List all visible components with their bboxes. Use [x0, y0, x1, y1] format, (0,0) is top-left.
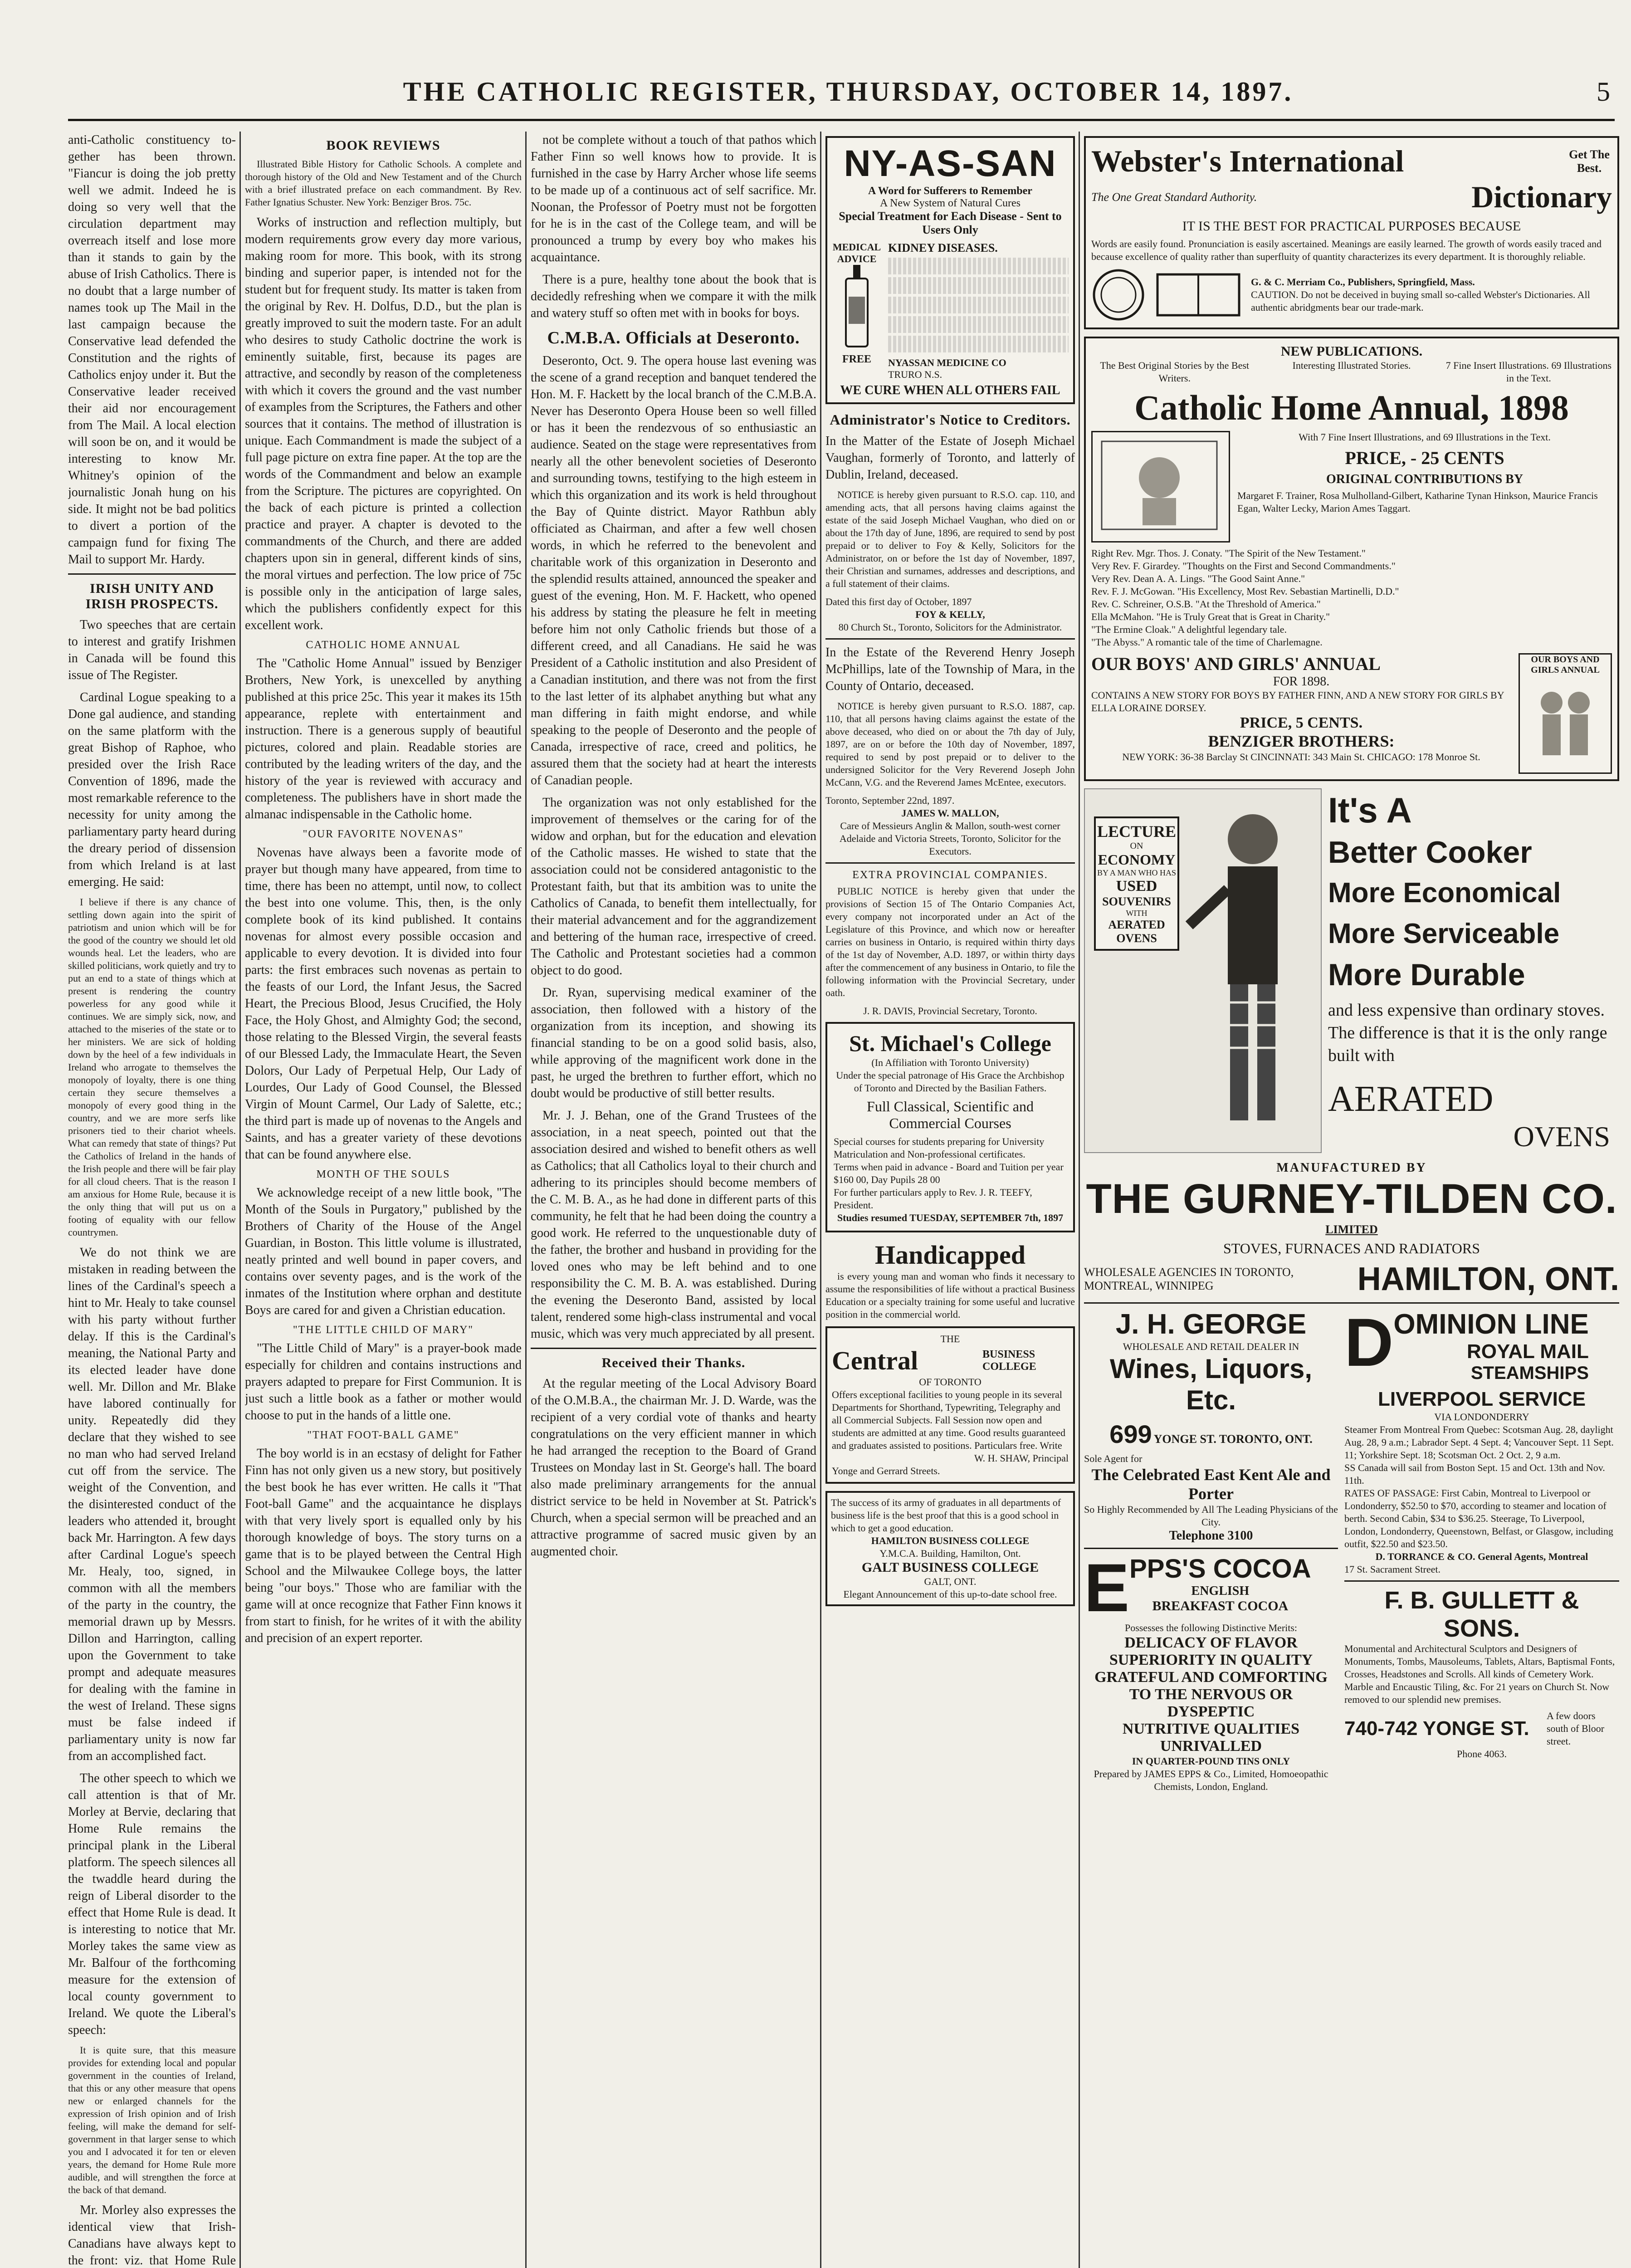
- ad-text: RATES OF PASSAGE: First Cabin, Montreal to Liverpool or Londonderry, $52.50 to $70, according to steamer and location of berth. Second Cabin, $34 to $36.25. Steerage, To Liverpool, London, Londonderry, Queenstown, Belfast, or Glasgow, including outfit, $22.50 and $23.50.: [1344, 1487, 1613, 1549]
- ad-title: Webster's International: [1091, 144, 1404, 178]
- ad-headline: It's A: [1328, 790, 1412, 830]
- divider: [1344, 1580, 1619, 1582]
- ad-title: GALT BUSINESS COLLEGE: [861, 1560, 1039, 1575]
- ad-side-label: ADVICE: [837, 253, 877, 264]
- paragraph: Deseronto, Oct. 9. The opera house last evening was the scene of a grand reception and banquet tendered the Hon. M. F. Hackett by the local branch of the C.M.B.A. Never has Deseronto Opera House been so well filled or has it been the rendezvous of so enthusiastic an audience. Seated on the stage were representatives from nearly all the other benevolent societies of Deseronto and surrounding towns, testifying to the high esteem in which this organization and its work is held throughout the Bay of Quinte district. Mayor Rathbun ably officiated as Chairman, and after a few well chosen words, in which he referred to the benevolent and charitable work of this organization in Deseronto and the splendid results attained, announced the speaker and guest of the evening, Hon. M. F. Hackett, who opened his address by stating the pleasure he felt in meeting before him not only Catholic friends but those of a different creed, and all Canadians. He said he was President of a Catholic institution and also President of a Canadian institution, and there was not from the first to the last letter of its alphabet anything but what any man differing in faith might endorse, and while speaking to the people of Deseronto and the people of Canada, irrespective of race, creed and politics, he assured them that the society had at heart the interests of Canadian people.: [531, 354, 816, 787]
- ad-brand: NY-AS-SAN: [844, 143, 1057, 184]
- ad-text: Offers exceptional facilities to young people in its several Departments for Shorthand, Typewriting, Telegraphy and all Commercial Subjects. Fall Session now open and students are admitted at any time. Good results guaranteed and graduates assisted to positions. Particulars free. Write: [832, 1389, 1066, 1451]
- paragraph: The boy world is in an ecstasy of delight for Father Finn has not only given us a new story, but positively the best book he has ever written. He calls it "That Foot-ball Game" and the acquaintance he displays with that very lively sport is equalled only by his thorough knowledge of boys. The story turns on a game that is to be played between the Central High School and the Milwaukee College boys, the latter being "our boys." Those who are familiar with the game will at once recognize that Father Finn knows it from start to finish, for he writes of it with the ability and precision of an expert reporter.: [245, 1447, 522, 1645]
- text-filler: [888, 277, 1069, 294]
- ad-city: TRURO N.S.: [888, 369, 942, 380]
- divider: [825, 638, 1075, 640]
- ad-title: J. H. GEORGE: [1115, 1309, 1307, 1340]
- ad-text: IT IS THE BEST FOR PRACTICAL PURPOSES BECAUSE: [1182, 219, 1521, 234]
- ad-address: 740-742 YONGE ST.: [1344, 1717, 1529, 1740]
- ad-sub: BUSINESS COLLEGE: [982, 1348, 1036, 1373]
- notice-lead: In the Matter of the Estate of Joseph Michael Vaughan, formerly of Toronto, and latterly of Dublin, Ireland, deceased.: [825, 434, 1075, 482]
- ad-text: The Celebrated East Kent Ale and Porter: [1091, 1466, 1331, 1503]
- masthead: [68, 68, 1628, 118]
- ad-courses: Full Classical, Scientific and Commercial Courses: [867, 1098, 1034, 1131]
- ad-text: WHOLESALE AGENCIES IN TORONTO, MONTREAL, WINNIPEG: [1084, 1266, 1294, 1292]
- notice-heading: EXTRA PROVINCIAL COMPANIES.: [852, 869, 1048, 881]
- column-5: [1084, 132, 1619, 2268]
- subheading: "THE LITTLE CHILD OF MARY": [293, 1324, 474, 1336]
- ad-tag: The One Great Standard Authority.: [1091, 190, 1257, 204]
- ad-title: STEAMSHIPS: [1470, 1363, 1589, 1383]
- quote: I believe if there is any chance of settling down again into the spirit of patriotism and union which will be for the good of the country we should let old wounds heal. Let the leaders, who are skilled politicians, work quietly and try to put an end to a state of things which at present is rendering the country powerless for any good while it continues. We are simply sick, now, and attached to the miseries of the state or to her ministers. We are sick of holding down by the heel of a few individuals in Ireland who arrogate to themselves the monopoly of loyalty, there is one thing certain they secure themselves a monopoly of every good thing in the country, and we are more serfs like prisoners tied to their chariot wheels. What can remedy that state of things? Put the Catholics of Ireland in the hands of the Irish people and there will be fair play for all cloud cheers. That is the reason I am anxious for Home Rule, because it is the only thing that will put us on a footing of equality with our fellow countrymen.: [68, 896, 236, 1238]
- subheading: CATHOLIC HOME ANNUAL: [306, 639, 461, 651]
- section-heading: BOOK REVIEWS: [326, 138, 440, 153]
- paragraph: Mr. Morley also expresses the identical view that Irish-Canadians have always kept to the front: viz. that Home Rule: [68, 2203, 236, 2268]
- ad-side-label: MEDICAL: [832, 241, 881, 253]
- ad-text: ENGLISH: [1191, 1584, 1250, 1598]
- ad-text: NEW PUBLICATIONS.: [1280, 344, 1423, 359]
- text-filler: [888, 316, 1069, 333]
- sign-text: ECONOMY: [1098, 851, 1176, 868]
- ad-text: W. H. SHAW, Principal: [974, 1452, 1069, 1464]
- ad-title: St. Michael's College: [849, 1031, 1051, 1056]
- ad-headline: Better Cooker: [1328, 835, 1532, 870]
- notice-body: PUBLIC NOTICE is hereby given that under the provisions of Section 15 of The Ontario Companies Act, every company not incorporated under an Act of the Legislature of this Province, and which now or hereafter carries on business in Ontario, is required within thirty days of the 1st day of November, A.D. 1897, or within thirty days after the commencement of any business in Ontario, to file the following information with the Provincial Secretary, under oath.: [825, 885, 1075, 998]
- children-illustration-icon: [1524, 675, 1606, 766]
- ad-text: With 7 Fine Insert Illustrations, and 69 Illustrations in the Text.: [1299, 431, 1551, 443]
- ad-merit: SUPERIORITY IN QUALITY: [1109, 1652, 1313, 1668]
- ad-merit: DELICACY OF FLAVOR: [1124, 1634, 1298, 1651]
- ad-text: Sole Agent for: [1084, 1453, 1143, 1464]
- divider: [825, 862, 1075, 864]
- ad-price: PRICE, 5 CENTS.: [1240, 714, 1363, 731]
- ad-text: BREAKFAST COCOA: [1152, 1598, 1289, 1613]
- lecturer-figure-icon: [1185, 807, 1312, 1143]
- ad-title: ROYAL MAIL: [1466, 1340, 1589, 1363]
- ad-phone: Phone 4063.: [1457, 1748, 1507, 1760]
- ad-text: Interesting Illustrated Stories.: [1292, 360, 1411, 371]
- ad-text: Terms when paid in advance - Board and Tuition per year $160 00, Day Pupils 28 00: [834, 1161, 1064, 1185]
- ad-text: Yonge and Gerrard Streets.: [832, 1465, 940, 1476]
- ad-slogan: WE CURE WHEN ALL OTHERS FAIL: [840, 383, 1060, 397]
- divider: [1084, 1548, 1338, 1549]
- ad-text: Telephone 3100: [1169, 1529, 1253, 1543]
- text-filler: [888, 336, 1069, 352]
- ad-text: Ella McMahon. "He is Truly Great that is Great in Charity.": [1091, 611, 1330, 622]
- epps-ad: [1084, 1549, 1338, 1626]
- ad-heading: LIVERPOOL SERVICE: [1377, 1388, 1586, 1410]
- column-2: [245, 132, 522, 2268]
- ad-heading: KIDNEY DISEASES.: [888, 241, 998, 254]
- ad-text: For further particulars apply to Rev. J. R. TEEFY, President.: [834, 1187, 1032, 1211]
- ad-side: Get The Best.: [1569, 147, 1610, 175]
- ad-title: PPS'S COCOA: [1129, 1554, 1311, 1584]
- notice-date: Dated this first day of October, 1897: [825, 596, 972, 607]
- notice-body: NOTICE is hereby given pursuant to R.S.O. 1887, cap. 110, that all persons having claims against the estate of the above deceased, who died on or about the 7th day of July, 1897, are on or before the 10th day of November, 1897, required to send by post prepaid or to deliver to the undersigned Solicitor for the Very Reverend Joseph John McCann, V.G. and the Reverend James McEntee, executors.: [825, 700, 1075, 788]
- article-heading: C.M.B.A. Officials at Deseronto.: [547, 328, 800, 347]
- ad-text: Rev. F. J. McGowan. "His Excellency, Most Rev. Sebastian Martinelli, D.D.": [1091, 586, 1399, 597]
- column-rule: [1079, 132, 1080, 2268]
- paragraph: Mr. J. J. Behan, one of the Grand Trustees of the association, in a neat speech, pointed out that the association desired and wished to benefit others as well as Catholics; that all Catholics loyal to their church and adhering to its principles should become members of the C. M. B. A., as he had done in different parts of this community, he felt that he had been doing the country a good work. He referred to the unquestionable duty of the father, the brother and husband in providing for the loved ones who may be left behind and to one responsibility the C. M. B. A. was established. During the evening the Deseronto Band, assisted by local talent, rendered some high-class instrumental and vocal music, which was very much appreciated by all present.: [531, 1109, 816, 1341]
- ad-text: ORIGINAL CONTRIBUTIONS BY: [1326, 472, 1524, 486]
- ad-text: Prepared by JAMES EPPS & Co., Limited, Homoeopathic Chemists, London, England.: [1094, 1768, 1328, 1792]
- ad-company: BENZIGER BROTHERS:: [1208, 732, 1395, 750]
- gurney-ad: [1084, 788, 1619, 1154]
- divider: [1084, 1302, 1619, 1304]
- ad-text: OF TORONTO: [919, 1376, 982, 1388]
- ad-text: So Highly Recommended by All The Leading Physicians of the City.: [1084, 1504, 1338, 1528]
- ad-text: Studies resumed TUESDAY, SEPTEMBER 7th, 1897: [837, 1212, 1064, 1223]
- ad-headline: Wines, Liquors, Etc.: [1109, 1354, 1313, 1415]
- sign-text: LECTURE: [1097, 822, 1177, 841]
- article-heading: IRISH UNITY AND IRISH PROSPECTS.: [85, 581, 219, 611]
- ad-text: The success of its army of graduates in all departments of business life is the best proof that this is a good school in which to get a good education.: [831, 1497, 1061, 1534]
- paragraph: We do not think we are mistaken in reading between the lines of the Cardinal's speech a hint to Mr. Healy to take counsel with his party without further delay. If this is the Cardinal's meaning, the National Party and its elected leader have done well. Mr. Dillon and Mr. Blake have labored continually for unity. Repeatedly did they declare that they wished to see no man who had served Ireland cut off from the service. The weight of the Convention, and the disinterested conduct of the leaders who attended it, brought back Mr. Harrington. A few days after Cardinal Logue's speech Mr. Healy, too, signed, in common with all the members of the party in the country, the memorial drawn up by Messrs. Dillon and Harrington, calling upon the Government to take prompt and adequate measures for dealing with the famine in the west of Ireland. These signs must be false indeed if parliamentary unity is now far from an accomplished fact.: [68, 1246, 236, 1763]
- sign-text: OVENS: [1116, 932, 1157, 945]
- ad-title: OUR BOYS' AND GIRLS' ANNUAL: [1091, 654, 1381, 674]
- ad-title: OMINION LINE: [1393, 1309, 1589, 1340]
- divider: [531, 1348, 816, 1349]
- lecture-sign: [1094, 816, 1179, 951]
- ad-text: VIA LONDONDERRY: [1434, 1411, 1529, 1422]
- ad-text: Possesses the following Distinctive Merits:: [1124, 1622, 1298, 1633]
- ad-text: Words are easily found. Pronunciation is easily ascertained. Meanings are easily learned. The growth of words easily traced and because excellence of quality rather than superfluity of quantity characterizes its every department. It is thoroughly reliable.: [1091, 238, 1602, 262]
- george-ad: [1084, 1308, 1338, 1793]
- paragraph: Illustrated Bible History for Catholic Schools. A complete and thorough history of the Old and New Testament and of the Church with a brief illustrated preface on each commandment. By Rev. Father Ignatius Schuster. New York: Benziger Bros. 75c.: [245, 158, 522, 208]
- cover-illustration-icon: [1093, 432, 1226, 538]
- paragraph: There is a pure, healthy tone about the book that is decidedly refreshing when we compare it with the milk and watery stuff so often met with in books for boys.: [531, 273, 816, 320]
- st-michaels-ad: [825, 1022, 1075, 1232]
- ad-text: MANUFACTURED BY: [1276, 1161, 1427, 1175]
- galt-college-ad: [825, 1491, 1075, 1606]
- ad-tagline: Special Treatment for Each Disease - Sent to Users Only: [839, 210, 1062, 236]
- page-number: 5: [1597, 77, 1610, 107]
- ad-sub: (In Affiliation with Toronto University): [871, 1057, 1029, 1068]
- notice-date: Toronto, September 22nd, 1897.: [825, 795, 955, 806]
- ad-initial: D: [1344, 1304, 1394, 1380]
- ad-text: IN QUARTER-POUND TINS ONLY: [1132, 1755, 1290, 1767]
- subheading: MONTH OF THE SOULS: [316, 1168, 450, 1180]
- ad-title: Dictionary: [1471, 180, 1612, 214]
- ad-merit: TO THE NERVOUS OR: [1129, 1686, 1293, 1703]
- paragraph: Two speeches that are certain to interest and gratify Irishmen in Canada will be found this issue of The Register.: [68, 618, 236, 682]
- dominion-line-ad: [1344, 1304, 1619, 1793]
- paragraph: Dr. Ryan, supervising medical examiner of the association, then followed with a history of the organization from its inception, and showing its financial standing to be on a good solid basis, also, while approving of the magnificent work done in the past, he urged the brethren to further effort, which no doubt would be productive of still better results.: [531, 986, 816, 1100]
- lecture-illustration: [1084, 788, 1322, 1153]
- ad-text: Special courses for students preparing for University Matriculation and Non-professional certificates.: [834, 1136, 1045, 1160]
- ad-text: Steamer From Montreal From Quebec: Scotsman Aug. 28, daylight Aug. 28, 9 a.m.; Labrador Sept. 4 Sept. 4; Vancouver Sept. 11 Sept. 11; Yorkshire Sept. 18; Scotsman Oct. 2 Oct. 2, 9 a.m.: [1344, 1424, 1614, 1461]
- article-fragment: anti-Catholic constituency to-gether has been thrown. "Fiancur is doing the job pretty well we admit. Indeed he is doing so very well that the circulation department may overreach itself and lose more than it stands to gain by the abuse of Irish Catholics. There is no doubt that a large number of names took up The Mail in the last campaign because the Conservative lead defended the Constitution and the rights of Catholics enjoy under it. But the Conservative leader received their aid nor encouragement from The Mail. A local election will soon be on, and it would be interesting to know Mr. Whitney's opinion of the journalistic Jonah hung on his side. It might not be bad politics to divert a portion of the campaign fund for fixing The Mail to support Mr. Hardy.: [68, 133, 236, 567]
- ad-text: CONTAINS A NEW STORY FOR BOYS BY FATHER FINN, AND A NEW STORY FOR GIRLS BY ELLA LORAINE DORSEY.: [1091, 689, 1504, 714]
- sign-text: BY A MAN WHO HAS: [1097, 868, 1177, 877]
- subheading: "THAT FOOT-BALL GAME": [307, 1429, 459, 1441]
- ad-text: THE: [940, 1333, 960, 1344]
- column-rule: [239, 132, 241, 2268]
- cover-label: OUR BOYS AND GIRLS ANNUAL: [1531, 655, 1600, 675]
- ad-initial: E: [1084, 1549, 1130, 1626]
- seal-icon: [1091, 268, 1146, 322]
- subheading: "OUR FAVORITE NOVENAS": [303, 828, 464, 840]
- ad-text: Rev. C. Schreiner, O.S.B. "At the Threshold of America.": [1091, 598, 1321, 610]
- notice-address: Care of Messieurs Anglin & Mallon, south-west corner Adelaide and Victoria Streets, Toronto, Solicitor for the Executors.: [839, 820, 1061, 857]
- column-rule: [525, 132, 527, 2268]
- ad-side-label: FREE: [842, 353, 871, 365]
- ad-text: G. & C. Merriam Co., Publishers, Springfield, Mass.: [1251, 276, 1475, 288]
- ad-merit: GRATEFUL AND COMFORTING: [1094, 1669, 1328, 1686]
- ad-text: "The Abyss." A romantic tale of the time of Charlemagne.: [1091, 636, 1323, 648]
- notice-signature: J. R. DAVIS, Provincial Secretary, Toronto.: [863, 1005, 1037, 1017]
- paragraph: not be complete without a touch of that pathos which Father Finn so well knows how to provide. It is furnished in the case by Harry Archer whose life seems to be made up of a continuous act of self sacrifice. Mr. Noonan, the Professor of Poetry must not be forgotten for he is in the cast of the College team, and will be pronounced a trump by every boy who makes his acquaintance.: [531, 133, 816, 264]
- ad-text: "The Ermine Cloak." A delightful legendary tale.: [1091, 624, 1287, 635]
- ad-text: GALT, ONT.: [924, 1576, 977, 1587]
- ad-title: AERATED: [1328, 1079, 1494, 1119]
- column-rule: [820, 132, 821, 2268]
- column-4: [825, 132, 1075, 2268]
- paragraph: The "Catholic Home Annual" issued by Benziger Brothers, New York, is unexcelled by anything published at this price 25c. This year it makes its 15th appearance, replete with entertainment and instruction. There is a generous supply of beautiful pictures, colored and plain. Readable stories are contributed by the leading writers of the day, and the history of the year is reviewed with accuracy and completeness. The publishers have in short made the almanac indispensable in the Catholic home.: [245, 656, 522, 821]
- sign-text: ON: [1130, 841, 1143, 851]
- ad-address: YONGE ST. TORONTO, ONT.: [1153, 1432, 1313, 1446]
- ad-text: and less expensive than ordinary stoves. The difference is that it is the only range built with: [1328, 1001, 1607, 1065]
- paragraph: "The Little Child of Mary" is a prayer-book made especially for children and contains instructions and prayers adapted to prepare for First Communion. It is just such a little book as a father or mother would choose to put in the hands of a little one.: [245, 1341, 522, 1422]
- ad-text: 7 Fine Insert Illustrations. 69 Illustrations in the Text.: [1445, 360, 1611, 384]
- ad-text: A few doors south of Bloor street.: [1547, 1710, 1605, 1747]
- ad-headline: More Durable: [1328, 958, 1525, 992]
- masthead-title: THE CATHOLIC REGISTER, THURSDAY, OCTOBER 14, 1897.: [403, 77, 1294, 107]
- ad-text: LIMITED: [1325, 1223, 1378, 1236]
- ad-headline: More Economical: [1328, 877, 1561, 909]
- ad-text: HAMILTON BUSINESS COLLEGE: [871, 1535, 1030, 1546]
- boys-annual-cover: [1519, 653, 1612, 774]
- column-1: [68, 132, 236, 2268]
- ad-address-number: 699: [1109, 1420, 1152, 1448]
- annual-cover-image: [1091, 431, 1230, 543]
- ad-text: WHOLESALE AND RETAIL DEALER IN: [1123, 1341, 1299, 1352]
- paragraph: At the regular meeting of the Local Advisory Board of the O.M.B.A., the chairman Mr. J. D. Warde, was the recipient of a very cordial vote of thanks and hearty congratulations on the very efficient manner in which he had arranged the reception to the Board of Grand Trustees on Monday last in St. George's hall. The board also made preliminary arrangements for the annual district service to be held in November at St. Patrick's Church, when a special sermon will be preached and an attractive programme of sacred music given by an augmented choir.: [531, 1377, 816, 1559]
- paragraph: We acknowledge receipt of a new little book, "The Month of the Souls in Purgatory," published by the Brothers of Charity of the House of the Angel Guardian, in Boston. This little volume is illustrated, neatly printed and well bound in paper covers, and contains over seventy pages, and is the work of the inmates of the Institution where orphan and destitute Boys are cared for and given a Christian education.: [245, 1186, 522, 1317]
- notice-heading: Administrator's Notice to Creditors.: [830, 411, 1071, 428]
- masthead-rule: [68, 119, 1615, 121]
- ad-text: FOR 1898.: [1273, 675, 1330, 689]
- sign-text: SOUVENIRS: [1102, 895, 1171, 908]
- ad-text: NEW YORK: 36-38 Barclay St CINCINNATI: 343 Main St. CHICAGO: 178 Monroe St.: [1122, 751, 1480, 763]
- ad-title: Handicapped: [875, 1240, 1025, 1270]
- article-heading: Received their Thanks.: [601, 1355, 746, 1370]
- ad-text: Monumental and Architectural Sculptors and Designers of Monuments, Tombs, Mausoleums, Tablets, Altars, Baptismal Fonts, Crosses, Headstones and Scrolls. All kinds of Cemetery Work. Marble and Encaustic Tiling, &c. For 21 years on Church St. Now removed to our splendid new premises.: [1344, 1643, 1615, 1705]
- ad-tagline: A New System of Natural Cures: [880, 197, 1021, 209]
- paragraph: Novenas have always been a favorite mode of prayer but though many have appeared, from time to time, there has been no attempt, until now, to collect the best into one volume. This, then, is the only complete book of its kind published. It contains novenas for almost every possible occasion and applicable to every devotion. It is divided into four parts: the first embraces such novenas as pertain to the feasts of our Lord, the Infant Jesus, the Sacred Heart, the Precious Blood, Jesus Crucified, the Holy Face, the Holy Ghost, and Almighty God; the second, those relating to the Blessed Virgin, the several feasts of our Blessed Lady, the Immaculate Heart, the Seven Dolors, Our Lady of Perpetual Help, Our Lady of Lourdes, Our Lady of Good Counsel, the Blessed Virgin of Mount Carmel, Our Lady of Salette, etc.; the third part is made up of novenas to the Angels and Saints, and has a greater variety of these devotions that can be found anywhere else.: [245, 846, 522, 1162]
- paragraph: Works of instruction and reflection multiply, but modern requirements grow every day more various, making room for more. This book, with its strong binding and superior paper, is intended not for the student but for frequent study. Its matter is taken from the original by Rev. H. Dolfus, D.D., but the plan is greatly improved to suit the modern taste. For an adult who desires to study Catholic doctrine the work is eminently suitable, first, because its pages are attractive, and secondly by reason of the completeness with which it covers the ground and the vast number of examples from the Scriptures, the Fathers and other sources that it contains. The method of illustration is unique. Each Commandment is made the subject of a full page picture on extra fine paper. At the top are the words of the Commandment and below an example from the Scripture. The pictures are copyrighted. On the back of each picture is printed a collection practice and prayer. A chapter is devoted to the commandments of the Church, and there are added chapters upon sin in general, different kinds of sins, the moral virtues and perfection. The low price of 75c is possible only in the anticipation of large sales, which the publishers confidently expect for this excellent work.: [245, 215, 522, 632]
- notice-signature: JAMES W. MALLON,: [901, 807, 999, 819]
- catholic-annual-ad: [1084, 337, 1619, 781]
- text-filler: [888, 297, 1069, 313]
- ad-text: Under the special patronage of His Grace the Archbishop of Toronto and Directed by the Basilian Fathers.: [836, 1070, 1065, 1094]
- ad-title: Catholic Home Annual, 1898: [1134, 388, 1569, 427]
- ad-text: The Best Original Stories by the Best Writers.: [1100, 360, 1250, 384]
- ad-text: SS Canada will sail from Boston Sept. 15 and Oct. 13th and Nov. 11th.: [1344, 1462, 1605, 1486]
- ad-city: HAMILTON, ONT.: [1357, 1261, 1619, 1297]
- ad-title: Central: [832, 1346, 918, 1375]
- paragraph: The organization was not only established for the improvement of themselves or the caring for of the widow and orphan, but for the education and elevation of the Catholic masses. He wished to state that the association could not be considered antagonistic to the Protestant faith, but that its ambition was to unite the Catholics of Canada, to benefit them intellectually, for their material advancement and for the aggrandizement and bettering of the human race, irrespective of creed. The Catholic and Protestant societies had a common object to do good.: [531, 796, 816, 978]
- column-3: [531, 132, 816, 2268]
- ad-text: 17 St. Sacrament Street.: [1344, 1564, 1441, 1575]
- ad-text: STOVES, FURNACES AND RADIATORS: [1223, 1240, 1480, 1256]
- ad-text: Elegant Announcement of this up-to-date school free.: [843, 1589, 1057, 1600]
- ad-text: Very Rev. Dean A. A. Lings. "The Good Saint Anne.": [1091, 573, 1305, 584]
- ad-merit: NUTRITIVE QUALITIES: [1122, 1721, 1300, 1737]
- quote: It is quite sure, that this measure provides for extending local and popular government in the counties of Ireland, that this or any other measure that opens new or enlarged channels for the expression of Irish opinion and of Irish feeling, will make the demand for self-government in that larger sense to which you and I advocated it for ten or eleven years, the demand for Home Rule more audible, and will strengthen the force at the back of that demand.: [68, 2044, 236, 2195]
- ad-company: NYASSAN MEDICINE CO: [888, 357, 1006, 368]
- ad-title: F. B. GULLETT & SONS.: [1384, 1587, 1579, 1642]
- divider: [68, 573, 236, 575]
- sign-text: USED: [1116, 878, 1157, 894]
- notice-lead: In the Estate of the Reverend Henry Joseph McPhillips, late of the Township of Mara, in the County of Ontario, deceased.: [825, 645, 1075, 693]
- notice-signature: FOY & KELLY,: [915, 609, 985, 620]
- ad-text: CAUTION. Do not be deceived in buying small so-called Webster's Dictionaries. All authentic abridgments bear our trade-mark.: [1251, 289, 1590, 313]
- ad-title: OVENS: [1513, 1120, 1610, 1153]
- sign-text: AERATED: [1108, 918, 1165, 931]
- ad-company: THE GURNEY-TILDEN CO.: [1086, 1176, 1617, 1222]
- sign-text: WITH: [1126, 909, 1148, 918]
- central-college-ad: [825, 1326, 1075, 1484]
- ad-text: is every young man and woman who finds it necessary to assume the responsibilities of life without a practical Business Education or a specialty training for some useful and lucrative position in the commercial world.: [825, 1271, 1075, 1320]
- paragraph: Cardinal Logue speaking to a Done gal audience, and standing on the same platform with the great Bishop of Raphoe, who presided over the Irish Race Convention of 1896, made the most remarkable reference to the necessity for unity among the parliamentary party heard during the dreary period of dissension from which Ireland is at last emerging. He said:: [68, 690, 236, 889]
- ad-text: Right Rev. Mgr. Thos. J. Conaty. "The Spirit of the New Testament.": [1091, 547, 1366, 559]
- ad-price: PRICE, - 25 CENTS: [1345, 448, 1504, 468]
- notice-body: NOTICE is hereby given pursuant to R.S.O. cap. 110, and amending acts, that all persons having claims against the estate of the said Joseph Michael Vaughan, who died on or about the 17th day of June, 1896, are required to send by post prepaid or to deliver to Foy & Kelly, Solicitors for the Administrator, on or before the 1st day of November, 1897, their Christian and surnames, addresses and descriptions, and a full statement of their claims.: [825, 489, 1075, 589]
- book-icon: [1153, 270, 1244, 320]
- ad-text: Very Rev. F. Girardey. "Thoughts on the First and Second Commandments.": [1091, 560, 1396, 572]
- webster-ad: [1084, 136, 1619, 329]
- ad-text: Margaret F. Trainer, Rosa Mulholland-Gilbert, Katharine Tynan Hinkson, Maurice Francis Egan, Walter Lecky, Marion Ames Taggart.: [1237, 490, 1598, 514]
- ad-text: Y.M.C.A. Building, Hamilton, Ont.: [879, 1548, 1021, 1559]
- ad-merit: DYSPEPTIC: [1167, 1703, 1255, 1720]
- medicine-bottle-icon: [843, 265, 870, 351]
- nyassan-ad: [825, 136, 1075, 404]
- paragraph: The other speech to which we call attention is that of Mr. Morley at Bervie, declaring that Home Rule remains the principal plank in the Liberal platform. The speech silences all the twaddle heard during the reign of Liberal disorder to the effect that Home Rule is dead. It is interesting to notice that Mr. Morley takes the same view as Mr. Balfour of the forthcoming measure for the extension of local county government to Ireland. We quote the Liberal's speech:: [68, 1771, 236, 2037]
- ad-tagline: A Word for Sufferers to Remember: [868, 185, 1032, 197]
- ad-headline: More Serviceable: [1328, 918, 1560, 949]
- notice-address: 80 Church St., Toronto, Solicitors for the Administrator.: [838, 621, 1062, 633]
- ad-merit: UNRIVALLED: [1160, 1738, 1262, 1755]
- text-filler: [888, 258, 1069, 274]
- ad-text: D. TORRANCE & CO. General Agents, Montreal: [1375, 1551, 1588, 1562]
